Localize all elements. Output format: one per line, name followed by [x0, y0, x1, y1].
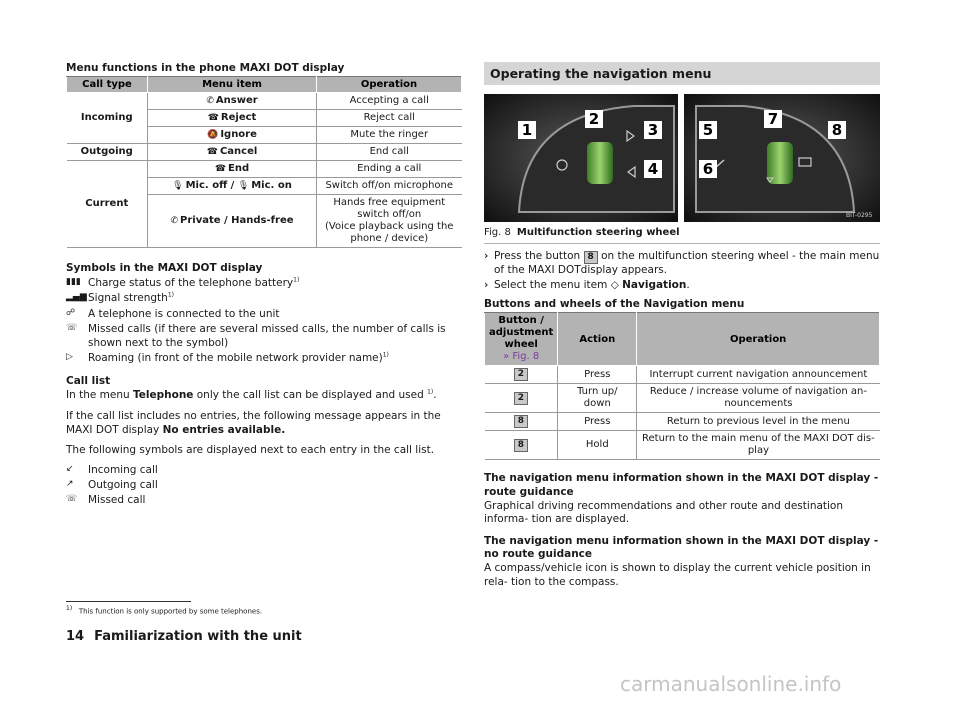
display-message: No entries available.	[162, 423, 286, 436]
symbols-title: Symbols in the MAXI DOT display	[66, 262, 263, 274]
route-guidance-section	[484, 472, 880, 527]
footnote-text: This function is only supported by some telephones.	[78, 607, 263, 616]
operation-cell: Interrupt current navigation announcement	[637, 366, 880, 384]
outgoing-call-icon: ↗	[66, 479, 74, 490]
menu-item-cell	[148, 161, 317, 178]
instruction-step-2	[484, 279, 880, 293]
operation-cell: Ending a call	[317, 161, 462, 178]
navigation-icon: ◇	[610, 278, 619, 291]
key-badge: 2	[514, 368, 528, 381]
page-footer	[66, 629, 302, 644]
no-route-guidance-section	[484, 535, 880, 590]
key-cell	[485, 366, 558, 384]
operation-cell: Return to previous level in the menu	[637, 413, 880, 431]
steering-wheel-illustration	[484, 94, 880, 222]
table-row	[485, 413, 880, 431]
footnote-ref: 1)	[167, 291, 174, 299]
phone-table-title: Menu functions in the phone MAXI DOT display	[66, 62, 345, 74]
figure-label-6: 6	[699, 160, 717, 178]
mic-on-icon: 🎙	[237, 181, 250, 191]
menu-item-label: Private / Hands-free	[180, 215, 294, 226]
header-button-label: Button / adjustment wheel	[489, 315, 554, 351]
menu-item-label: Reject	[220, 112, 257, 123]
menu-item-cell	[148, 178, 317, 195]
step-arrow-icon: ›	[484, 250, 489, 262]
symbol-text: Missed calls (if there are several missed calls, the number of calls is shown next to the symbol)	[88, 322, 446, 349]
mic-off-icon: 🎙	[172, 181, 184, 191]
figure-number: Fig. 8	[484, 227, 511, 238]
page-section-title: Familiarization with the unit	[94, 629, 302, 644]
figure-label-1: 1	[518, 121, 536, 139]
text-run: .	[433, 389, 437, 402]
key-8-badge: 8	[584, 251, 598, 264]
symbol-text: Roaming (in front of the mobile network provider name)	[88, 352, 383, 365]
text-run: .	[686, 278, 690, 291]
call-symbol-row	[66, 493, 462, 507]
menu-item-cell	[148, 110, 317, 127]
call-list-para-3: The following symbols are displayed next to each entry in the call list.	[66, 443, 435, 456]
menu-item-label: Answer	[215, 95, 258, 106]
action-cell: Turn up/ down	[558, 384, 637, 413]
instruction-step-1	[484, 250, 880, 278]
call-list-section	[66, 374, 462, 507]
phone-icon: ✆	[206, 96, 214, 106]
menu-item-label: Mic. off /	[185, 180, 238, 191]
key-badge: 8	[514, 439, 528, 452]
key-badge: 8	[514, 415, 528, 428]
footnote	[66, 605, 262, 615]
menu-item-cell	[148, 144, 317, 161]
table-row	[485, 366, 880, 384]
call-symbol-text: Missed call	[88, 494, 146, 507]
incoming-call-icon: ↙	[66, 464, 74, 475]
footnote-ref: 1)	[382, 351, 389, 359]
figure-caption	[484, 227, 880, 244]
action-cell: Hold	[558, 431, 637, 460]
menu-item-cell	[148, 127, 317, 144]
nav-buttons-table	[484, 312, 880, 460]
page-number: 14	[66, 629, 85, 644]
operation-cell: Return to the main menu of the MAXI DOT dis- play	[637, 431, 880, 460]
section-band-title: Operating the navigation menu	[484, 62, 880, 85]
text-run: Press the button	[494, 250, 584, 262]
table-header-row	[485, 313, 880, 366]
operation-cell	[317, 195, 462, 248]
table-row	[485, 384, 880, 413]
call-symbol-text: Incoming call	[88, 464, 158, 477]
menu-name: Telephone	[133, 389, 194, 402]
left-column	[66, 62, 462, 509]
operation-cell: Mute the ringer	[317, 127, 462, 144]
figure-code: BIT-0295	[846, 212, 873, 219]
symbol-row	[66, 351, 462, 365]
no-route-guidance-title: The navigation menu information shown in the MAXI DOT display - no route guidance	[484, 534, 879, 561]
menu-item-cell	[148, 195, 317, 248]
call-type-cell: Current	[67, 161, 148, 248]
menu-item-label: Cancel	[219, 146, 258, 157]
table-row	[485, 431, 880, 460]
call-list-title: Call list	[66, 375, 111, 388]
route-guidance-text: Graphical driving recommendations and other route and destination informa- tion are displayed.	[484, 499, 844, 526]
text-run: In the menu	[66, 389, 133, 402]
header-action: Action	[558, 313, 637, 366]
menu-item-cell	[148, 93, 317, 110]
header-operation: Operation	[637, 313, 880, 366]
table-row	[67, 144, 462, 161]
figure-title: Multifunction steering wheel	[516, 227, 680, 238]
call-list-para-1	[66, 388, 462, 402]
footnote-divider	[66, 601, 191, 602]
action-cell: Press	[558, 413, 637, 431]
footnote-number: 1)	[66, 605, 73, 612]
steering-wheel-figure	[484, 94, 880, 222]
symbol-text: Signal strength	[88, 292, 168, 305]
table-header-row	[67, 77, 462, 93]
table-row	[67, 161, 462, 178]
right-column	[484, 62, 880, 589]
footnote-ref: 1)	[427, 388, 434, 396]
header-operation: Operation	[317, 77, 462, 93]
bell-mute-icon: 🔕	[207, 130, 219, 140]
key-cell	[485, 384, 558, 413]
key-cell	[485, 413, 558, 431]
figure-label-2: 2	[585, 110, 603, 128]
hang-up-icon: ☎	[207, 113, 219, 123]
call-symbol-row	[66, 478, 462, 492]
missed-call-icon: ☏	[66, 322, 78, 333]
menu-item-label: Ignore	[220, 129, 257, 140]
watermark: carmanualsonline.info	[620, 672, 842, 696]
symbol-row	[66, 322, 462, 350]
call-type-cell: Outgoing	[67, 144, 148, 161]
operation-cell: Reject call	[317, 110, 462, 127]
menu-item-label-2: Mic. on	[251, 180, 292, 191]
text-run: Select the menu item	[494, 278, 611, 291]
menu-name: Navigation	[622, 278, 687, 291]
missed-call-icon: ☏	[66, 494, 78, 505]
figure-label-5: 5	[699, 121, 717, 139]
operation-cell: Accepting a call	[317, 93, 462, 110]
call-symbol-text: Outgoing call	[88, 479, 158, 492]
text-run: on the multifunction steering wheel - the main menu of the MAXI DOTdisplay appears.	[494, 250, 880, 276]
table-row	[67, 93, 462, 110]
figure-label-8: 8	[828, 121, 846, 139]
step-arrow-icon: ›	[484, 278, 489, 291]
symbol-text: Charge status of the telephone battery	[88, 277, 294, 290]
figure-label-4: 4	[644, 160, 662, 178]
key-cell	[485, 431, 558, 460]
roaming-icon: ▷	[66, 352, 73, 363]
operation-cell: Switch off/on microphone	[317, 178, 462, 195]
phone-icon: ✆	[170, 216, 179, 226]
header-call-type: Call type	[67, 77, 148, 93]
symbols-section	[66, 261, 462, 365]
figure-label-7: 7	[764, 110, 782, 128]
call-type-cell: Incoming	[67, 93, 148, 144]
nav-table-title: Buttons and wheels of the Navigation menu	[484, 298, 745, 311]
operation-line-2: (Voice playback using the phone / device)	[325, 221, 454, 244]
figure-label-3: 3	[644, 121, 662, 139]
link-icon: ☍	[66, 307, 76, 318]
header-fig-ref: » Fig. 8	[503, 351, 540, 363]
call-list-para-2	[66, 409, 462, 437]
route-guidance-title: The navigation menu information shown in the MAXI DOT display - route guidance	[484, 472, 879, 498]
menu-item-label: End	[228, 163, 250, 174]
battery-icon: ▮▮▮	[66, 277, 81, 288]
operation-cell: Reduce / increase volume of navigation an- nouncements	[637, 384, 880, 413]
symbol-row	[66, 291, 462, 305]
footnote-ref: 1)	[293, 276, 300, 284]
text-run: If the call list includes no entries, the following message appears in the MAXI DOT display	[66, 409, 441, 436]
symbol-row	[66, 276, 462, 290]
no-route-guidance-text: A compass/vehicle icon is shown to display the current vehicle position in rela- tion to the compass.	[484, 562, 871, 588]
hang-up-icon: ☎	[214, 164, 227, 174]
operation-line-1: Hands free equipment switch off/on	[333, 197, 446, 220]
signal-icon: ▂▄▆	[66, 292, 87, 303]
symbol-text: A telephone is connected to the unit	[88, 307, 280, 320]
key-badge: 2	[514, 392, 528, 405]
header-menu-item: Menu item	[148, 77, 317, 93]
text-run: only the call list can be displayed and used	[193, 389, 428, 402]
action-cell: Press	[558, 366, 637, 384]
operation-cell: End call	[317, 144, 462, 161]
phone-menu-table	[66, 76, 462, 248]
symbol-row	[66, 307, 462, 321]
call-symbol-row	[66, 463, 462, 477]
header-button	[485, 313, 558, 366]
hang-up-icon: ☎	[206, 147, 218, 157]
